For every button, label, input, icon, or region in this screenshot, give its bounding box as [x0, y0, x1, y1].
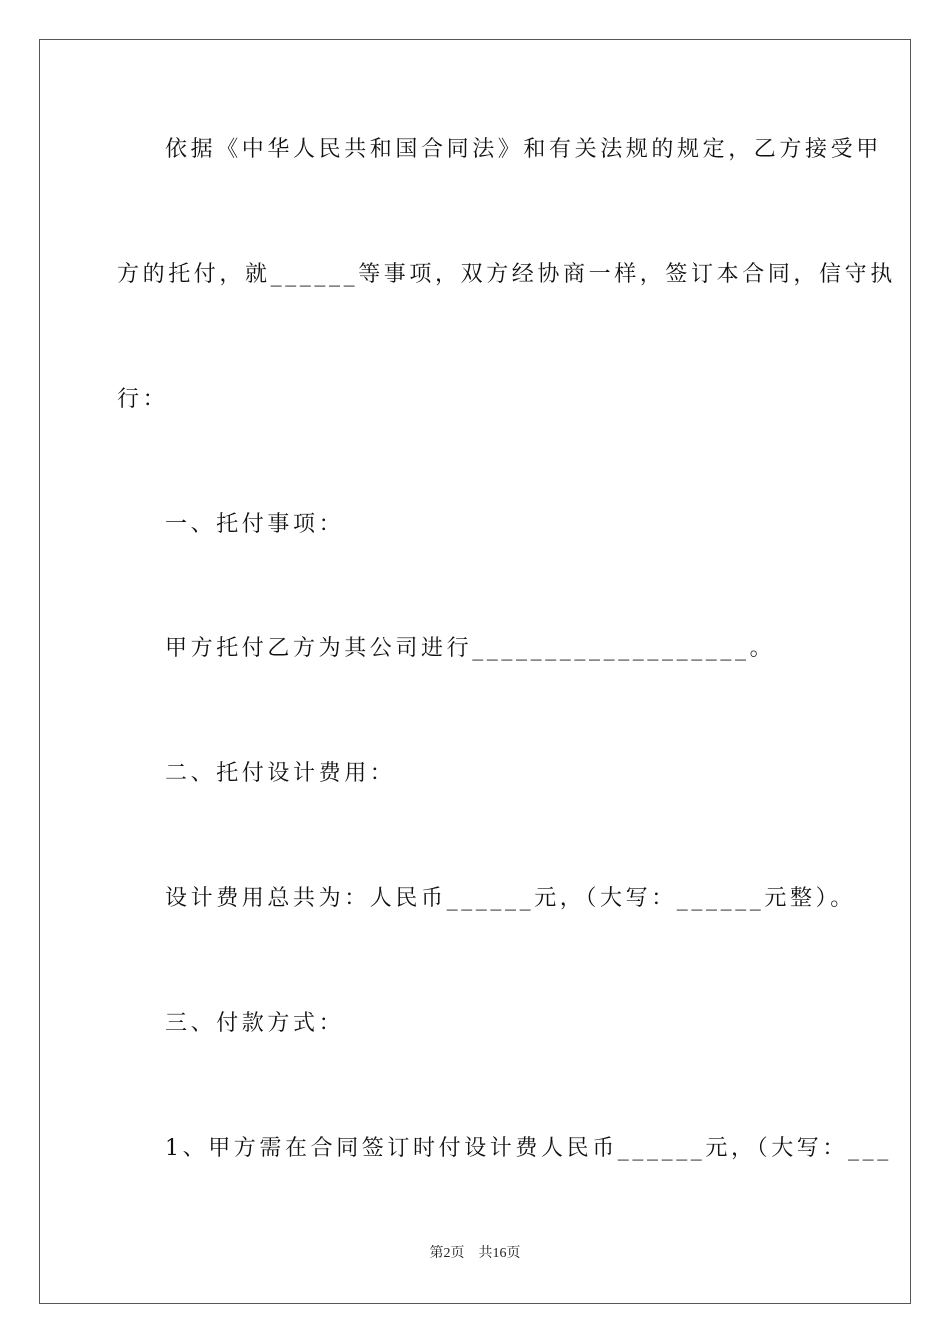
paragraph-line-1: 依据《中华人民共和国合同法》和有关法规的规定，乙方接受甲 — [165, 137, 882, 162]
page-border — [39, 39, 911, 1304]
paragraph-line-2: 方的托付，就______等事项，双方经协商一样，签订本合同，信守执 — [117, 262, 896, 287]
paragraph-line-3: 行： — [117, 387, 169, 412]
section-heading-3: 三、付款方式： — [165, 1011, 345, 1036]
page-total: 共16页 — [478, 1246, 521, 1261]
page-number: 第2页 — [429, 1246, 465, 1261]
paragraph-line-4: 甲方托付乙方为其公司进行___________________。 — [165, 636, 776, 661]
section-heading-1: 一、托付事项： — [165, 512, 345, 537]
page-footer — [0, 1245, 950, 1263]
paragraph-line-5: 设计费用总共为：人民币______元，（大写：______元整）。 — [165, 886, 856, 911]
paragraph-line-6: 1、甲方需在合同签订时付设计费人民币______元，（大写：___ — [165, 1136, 892, 1161]
section-heading-2: 二、托付设计费用： — [165, 761, 396, 786]
